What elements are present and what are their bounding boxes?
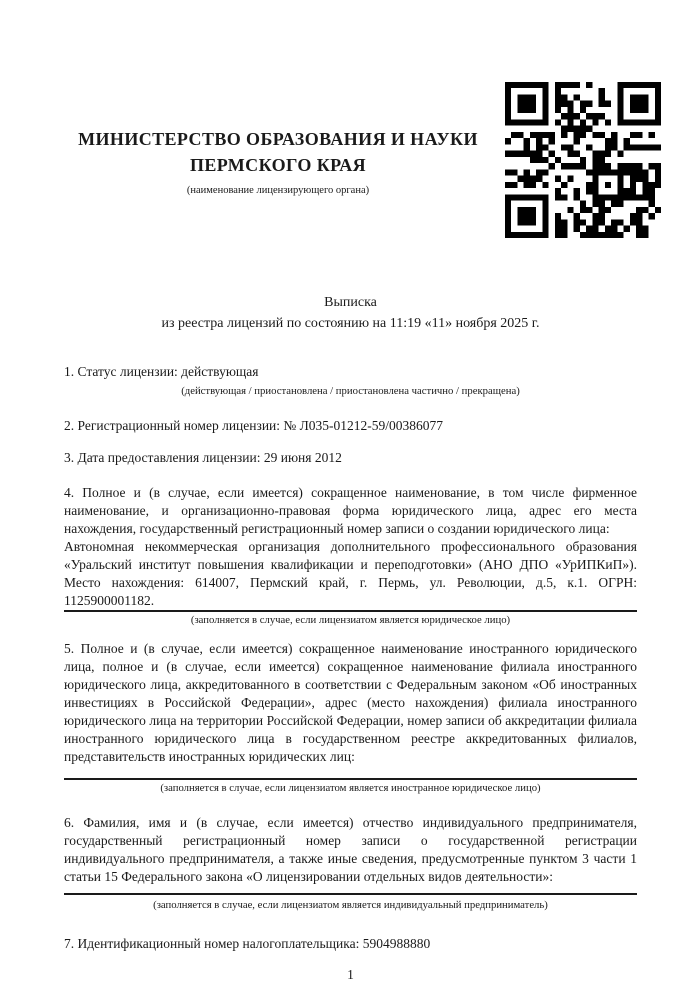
- entrepreneur-description: 6. Фамилия, имя и (в случае, если имеется) отчество индивидуального предпринимателя, государственный регистрационный номер записи о государственной регистрации индивидуального предпринимателя, а также иные сведения, предусмотренные пунктом 3 части 1 статьи 15 Федерального закона «О лицензировании отдельных видов деятельности»:: [64, 815, 637, 884]
- ministry-name-line1: МИНИСТЕРСТВО ОБРАЗОВАНИЯ И НАУКИ: [78, 129, 478, 149]
- taxpayer-id-line: 7. Идентификационный номер налогоплательщика: 5904988880: [64, 936, 431, 951]
- license-grant-date-line: 3. Дата предоставления лицензии: 29 июня 2012: [64, 450, 342, 465]
- foreign-entity-description: 5. Полное и (в случае, если имеется) сокращенное наименование иностранного юридического лица, полное и (в случае, если имеется) сокращенное наименование филиала иностранного юридического лица, аккредитованного в соответствии с Федеральным законом «Об иностранных инвестициях в Российской Федерации», адрес (место нахождения) филиала иностранного юридического лица на территории Российской Федерации, номер записи об аккредитации филиала иностранного юридического лица в государственном реестре аккредитованных филиалов, представительств иностранных юридических лиц:: [64, 641, 637, 764]
- section-rule-entrepreneur: [64, 893, 637, 895]
- entrepreneur-caption: (заполняется в случае, если лицензиатом является индивидуальный предприниматель): [153, 899, 548, 911]
- extract-title: Выписка: [324, 295, 377, 310]
- extract-body: [64, 363, 637, 984]
- legal-entity-description: 4. Полное и (в случае, если имеется) сокращенное наименование, в том числе фирменное наименование, и организационно-правовая форма юридического лица, адрес его места нахождения, государственный регистрационный номер записи о создании юридического лица:: [64, 485, 637, 536]
- section-rule-foreign-entity: [64, 778, 637, 780]
- license-status-line: 1. Статус лицензии: действующая: [64, 364, 259, 379]
- page-number: 1: [347, 967, 354, 982]
- foreign-entity-caption: (заполняется в случае, если лицензиатом является иностранное юридическое лицо): [160, 782, 541, 794]
- ministry-name-caption: (наименование лицензирующего органа): [186, 185, 370, 196]
- qr-code: [505, 82, 661, 238]
- licensing-authority-block: [64, 126, 492, 197]
- legal-entity-caption: (заполняется в случае, если лицензиатом является юридическое лицо): [190, 614, 511, 626]
- ministry-name-line2: ПЕРМСКОГО КРАЯ: [189, 155, 367, 175]
- extract-subtitle: из реестра лицензий по состоянию на 11:19 «11» ноября 2025 г.: [161, 315, 540, 331]
- section-rule-legal-entity: [64, 610, 637, 612]
- status-options-caption: (действующая / приостановлена / приостановлена частично / прекращена): [181, 385, 520, 397]
- extract-heading: [64, 293, 637, 334]
- registration-number-line: 2. Регистрационный номер лицензии: № Л035-01212-59/00386077: [64, 418, 444, 433]
- legal-entity-value: Автономная некоммерческая организация дополнительного профессионального образования «Уральский институт повышения квалификации и переподготовки» (АНО ДПО «УрИПКиП»). Место нахождения: 614007, Пермский край, г. Пермь, ул. Революции, д.5, к.1. ОГРН: 1125900001182.: [64, 539, 637, 608]
